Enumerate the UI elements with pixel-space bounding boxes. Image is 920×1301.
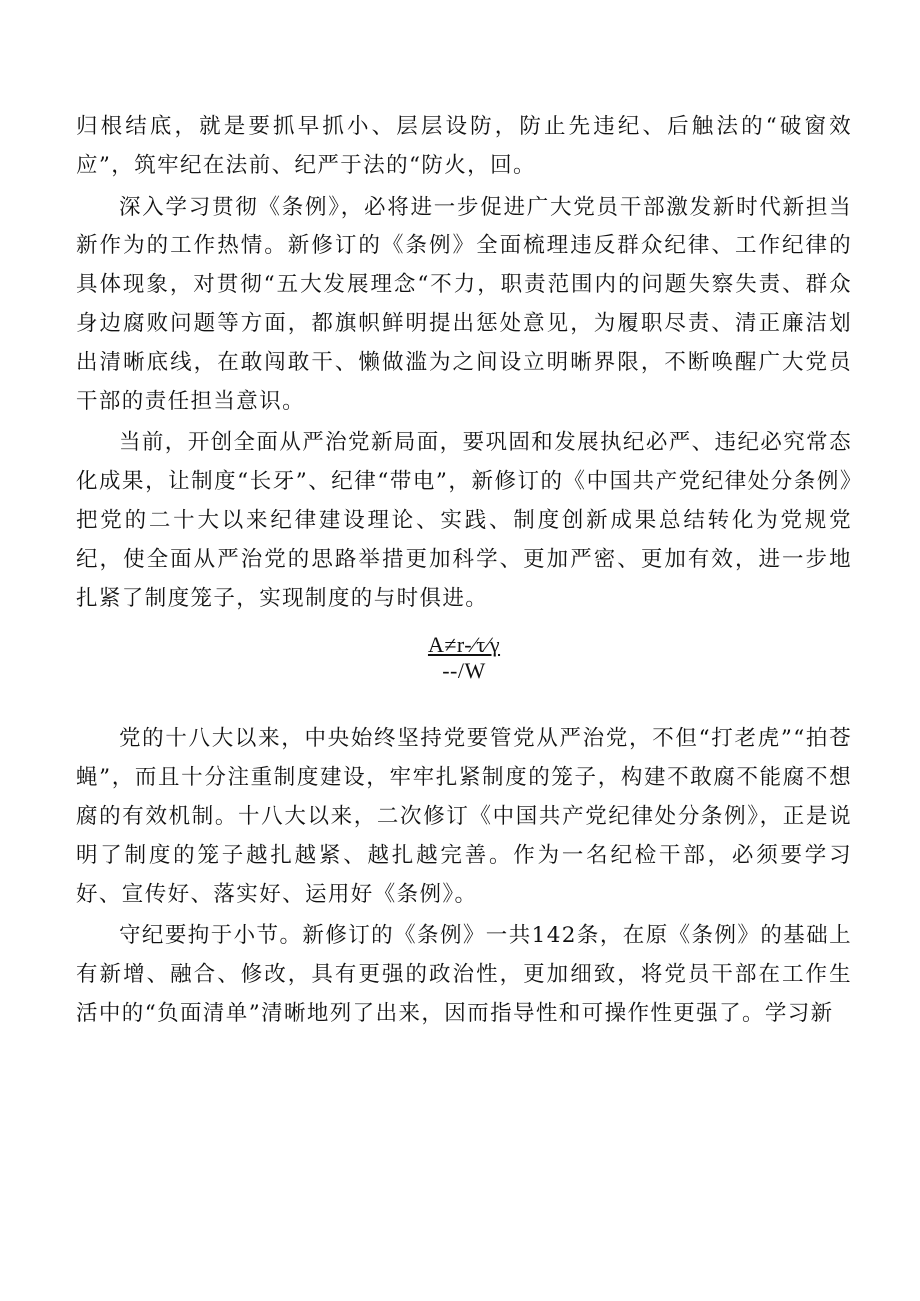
paragraph-4: 党的十八大以来，中央始终坚持党要管党从严治党，不但“打老虎”“拍苍蝇”，而且十分注重制度建设，牢牢扎紧制度的笼子，构建不敢腐不能腐不想腐的有效机制。十八大以来，二次修订《中国共产党纪律处分条例》，正是说明了制度的笼子越扎越紧、越扎越完善。作为一名纪检干部，必须要学习好、宣传好、落实好、运用好《条例》。 [76,726,852,907]
paragraph-5: 守纪要拘于小节。新修订的《条例》一共142条，在原《条例》的基础上有新增、融合、修改，具有更强的政治性，更加细致，将党员干部在工作生活中的“负面清单”清晰地列了出来，因而指导性和可操作性更强了。学习新 [76,923,852,1026]
paragraph-2: 深入学习贯彻《条例》，必将进一步促进广大党员干部激发新时代新担当新作为的工作热情。新修订的《条例》全面梳理违反群众纪律、工作纪律的具体现象，对贯彻“五大发展理念“不力，职责范围内的问题失察失责、群众身边腐败问题等方面，都旗帜鲜明提出惩处意见，为履职尽责、清正廉洁划出清晰底线，在敢闯敢干、懒做滥为之间设立明晰界限，不断唤醒广大党员干部的责任担当意识。 [76,194,852,414]
section-heading-line-1: A≠r-∕τ∕γ [427,632,501,658]
section-heading-line-2: --/W [442,658,486,684]
section-heading [76,632,852,684]
paragraph-1: 归根结底，就是要抓早抓小、层层设防，防止先违纪、后触法的“破窗效应”，筑牢纪在法前、纪严于法的“防火，回。 [76,114,852,178]
document-page [76,108,852,1034]
paragraph-3: 当前，开创全面从严治党新局面，要巩固和发展执纪必严、违纪必究常态化成果，让制度“长牙”、纪律“带电”，新修订的《中国共产党纪律处分条例》把党的二十大以来纪律建设理论、实践、制度创新成果总结转化为党规党纪，使全面从严治党的思路举措更加科学、更加严密、更加有效，进一步地扎紧了制度笼子，实现制度的与时俱进。 [76,430,852,611]
